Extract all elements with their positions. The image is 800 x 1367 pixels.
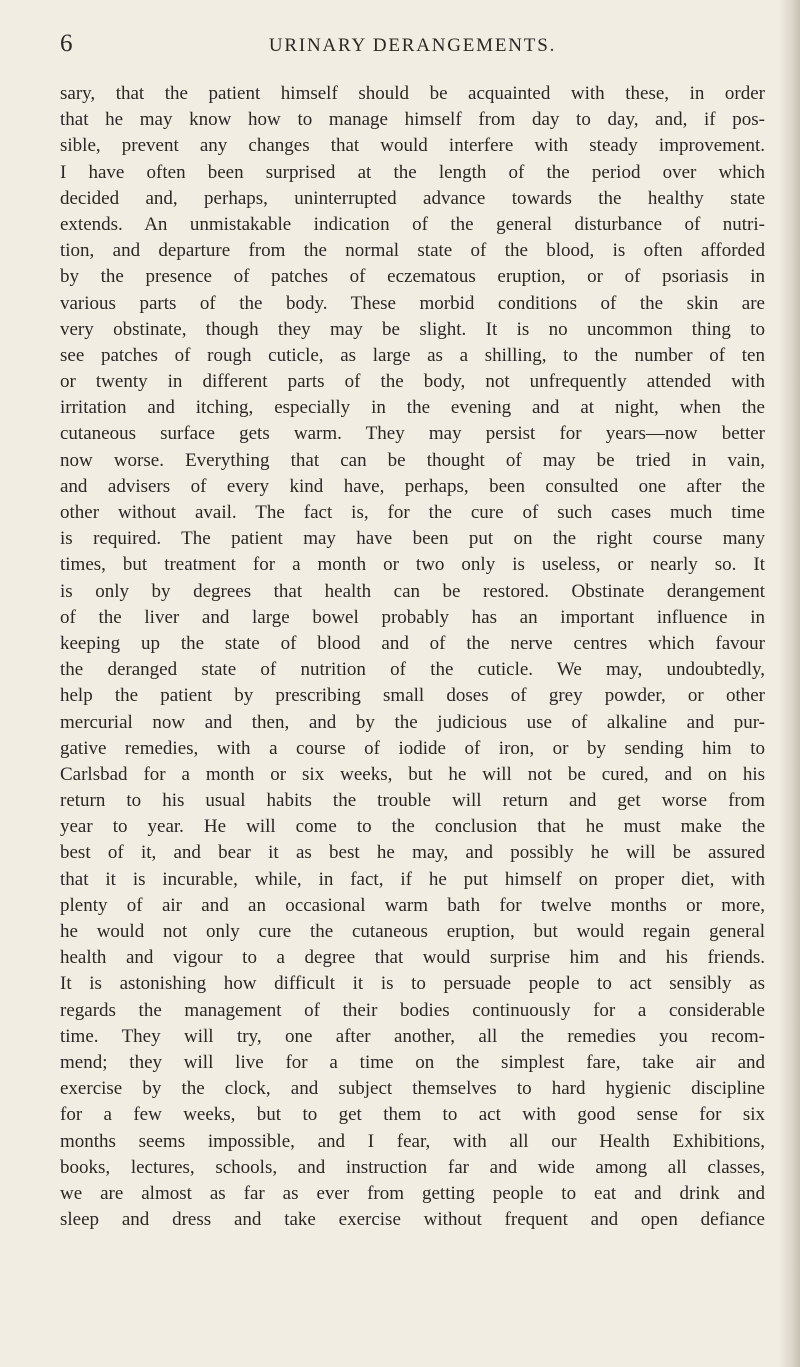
text-line: we are almost as far as ever from getting people to eat and drink and: [60, 1182, 765, 1204]
text-line: extends. An unmistakable indication of the general disturbance of nutri-: [60, 213, 765, 235]
text-line: decided and, perhaps, uninterrupted advance towards the healthy state: [60, 187, 765, 209]
text-line: year to year. He will come to the conclusion that he must make the: [60, 816, 765, 838]
text-line: It is astonishing how difficult it is to persuade people to act sensibly as: [60, 973, 765, 995]
text-line: is only by degrees that health can be restored. Obstinate derangement: [60, 580, 765, 602]
text-line: other without avail. The fact is, for the cure of such cases much time: [60, 502, 765, 523]
text-line: return to his usual habits the trouble will return and get worse from: [60, 790, 765, 812]
text-line: plenty of air and an occasional warm bath for twelve months or more,: [60, 894, 765, 916]
page-edge-shadow: [778, 0, 800, 1367]
text-line: sible, prevent any changes that would interfere with steady improvement.: [60, 135, 765, 157]
text-line: various parts of the body. These morbid conditions of the skin are: [60, 292, 765, 314]
text-line: he would not only cure the cutaneous eruption, but would regain general: [60, 921, 765, 942]
text-line: sary, that the patient himself should be acquainted with these, in order: [60, 83, 765, 104]
text-line: time. They will try, one after another, all the remedies you recom-: [60, 1025, 765, 1047]
text-line: that he may know how to manage himself from day to day, and, if pos-: [60, 109, 765, 131]
text-line: keeping up the state of blood and of the nerve centres which favour: [60, 632, 765, 654]
text-line: months seems impossible, and I fear, with all our Health Exhibitions,: [60, 1130, 765, 1152]
text-line: is required. The patient may have been put on the right course many: [60, 528, 765, 550]
text-line: the deranged state of nutrition of the cuticle. We may, undoubtedly,: [60, 659, 765, 681]
text-line: and advisers of every kind have, perhaps, been consulted one after the: [60, 475, 765, 497]
text-line: or twenty in different parts of the body, not unfrequently attended with: [60, 371, 765, 393]
text-line: exercise by the clock, and subject themselves to hard hygienic discipline: [60, 1078, 765, 1100]
text-line: gative remedies, with a course of iodide of iron, or by sending him to: [60, 737, 765, 759]
text-line: by the presence of patches of eczematous eruption, or of psoriasis in: [60, 266, 765, 288]
text-line: best of it, and bear it as best he may, and possibly he will be assured: [60, 842, 765, 864]
text-line: health and vigour to a degree that would surprise him and his friends.: [60, 947, 765, 969]
text-line: irritation and itching, especially in the evening and at night, when the: [60, 397, 765, 419]
text-line: mend; they will live for a time on the simplest fare, take air and: [60, 1051, 765, 1073]
page-number: 6: [60, 30, 73, 57]
running-head: [60, 30, 765, 62]
text-line: Carlsbad for a month or six weeks, but he will not be cured, and on his: [60, 763, 765, 785]
text-line: I have often been surprised at the length of the period over which: [60, 161, 765, 183]
text-line: for a few weeks, but to get them to act with good sense for six: [60, 1104, 765, 1126]
text-line: help the patient by prescribing small doses of grey powder, or other: [60, 685, 765, 707]
running-head-title: URINARY DERANGEMENTS.: [268, 35, 557, 56]
text-line: sleep and dress and take exercise without frequent and open defiance: [60, 1209, 765, 1231]
text-line: cutaneous surface gets warm. They may persist for years—now better: [60, 423, 765, 445]
text-line: tion, and departure from the normal state of the blood, is often afforded: [60, 240, 765, 262]
body-text: [60, 81, 765, 1233]
text-line: books, lectures, schools, and instruction far and wide among all classes,: [60, 1156, 765, 1178]
text-line: times, but treatment for a month or two only is useless, or nearly so. It: [60, 554, 765, 576]
text-line: very obstinate, though they may be slight. It is no uncommon thing to: [60, 318, 765, 340]
text-line: regards the management of their bodies continuously for a considerable: [60, 999, 765, 1021]
text-line: mercurial now and then, and by the judicious use of alkaline and pur-: [60, 711, 765, 733]
text-line: see patches of rough cuticle, as large as a shilling, to the number of ten: [60, 344, 765, 366]
text-line: of the liver and large bowel probably has an important influence in: [60, 606, 765, 628]
text-line: that it is incurable, while, in fact, if he put himself on proper diet, with: [60, 868, 765, 890]
text-line: now worse. Everything that can be thought of may be tried in vain,: [60, 449, 765, 471]
